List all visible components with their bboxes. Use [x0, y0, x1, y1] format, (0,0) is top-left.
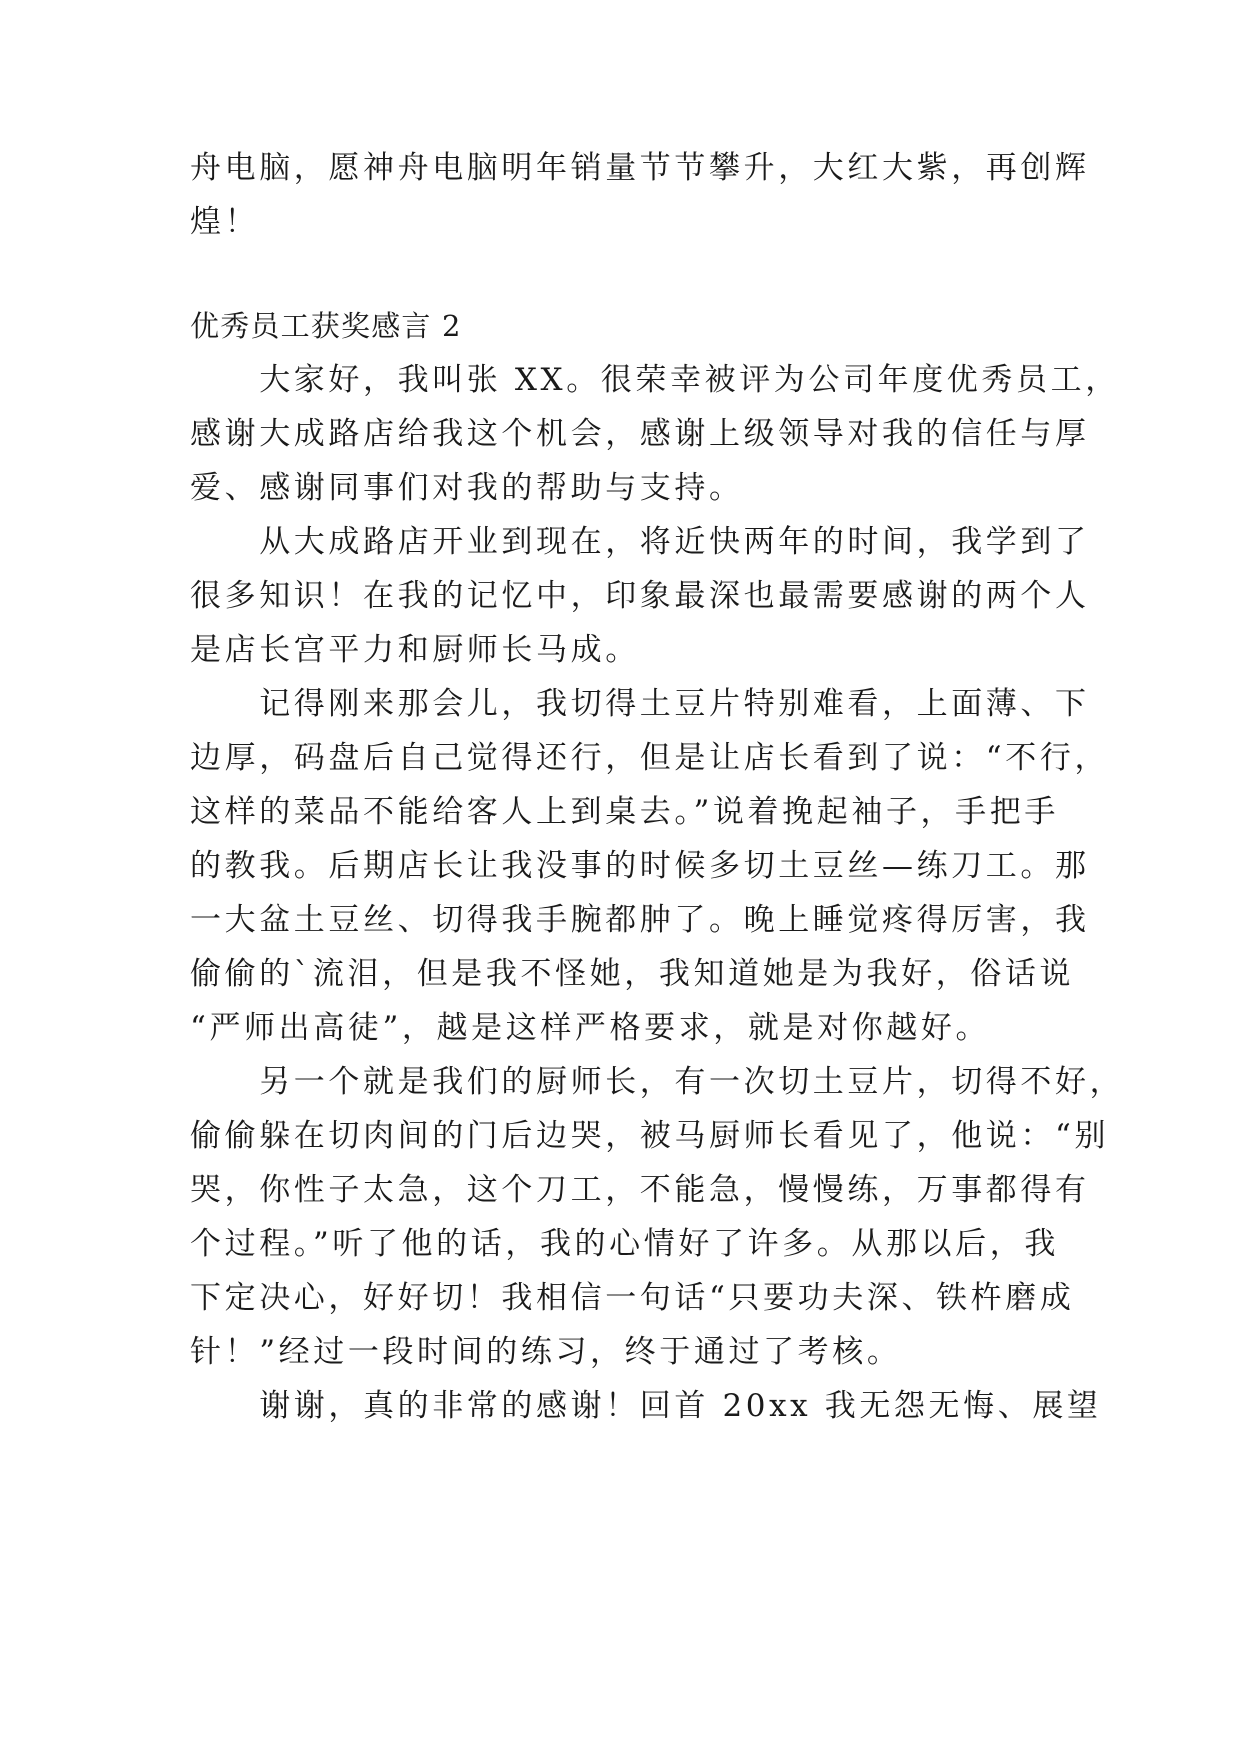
paragraph-line: 是店长宫平力和厨师长马成。 — [190, 632, 640, 668]
paragraph-line: 个过程。”听了他的话，我的心情好了许多。从那以后，我 — [190, 1226, 1059, 1262]
intro-line: 煌！ — [190, 204, 260, 240]
paragraph-line: 哭，你性子太急，这个刀工，不能急，慢慢练，万事都得有 — [190, 1172, 1090, 1208]
intro-line: 舟电脑，愿神舟电脑明年销量节节攀升，大红大紫，再创辉 — [190, 150, 1090, 186]
paragraph-line: 偷偷躲在切肉间的门后边哭，被马厨师长看见了，他说：“别 — [190, 1118, 1110, 1154]
paragraph-line: 针！”经过一段时间的练习，终于通过了考核。 — [190, 1334, 902, 1370]
paragraph-line: 很多知识！在我的记忆中，印象最深也最需要感谢的两个人 — [190, 578, 1090, 614]
paragraph-line: 记得刚来那会儿，我切得土豆片特别难看，上面薄、下 — [190, 686, 1090, 722]
paragraph-line: 从大成路店开业到现在，将近快两年的时间，我学到了 — [190, 524, 1090, 560]
paragraph-line: 这样的菜品不能给客人上到桌去。”说着挽起袖子，手把手 — [190, 794, 1059, 830]
paragraph-line: 一大盆土豆丝、切得我手腕都肿了。晚上睡觉疼得厉害，我 — [190, 902, 1090, 938]
paragraph-line: 谢谢，真的非常的感谢！回首 20xx 我无怨无悔、展望 — [190, 1388, 1102, 1424]
paragraph-line: 下定决心，好好切！我相信一句话“只要功夫深、铁杵磨成 — [190, 1280, 1075, 1316]
paragraph-line: 另一个就是我们的厨师长，有一次切土豆片，切得不好， — [190, 1064, 1125, 1100]
section-title: 优秀员工获奖感言 2 — [190, 309, 462, 343]
paragraph-line: “严师出高徒”，越是这样严格要求，就是对你越好。 — [190, 1010, 991, 1046]
paragraph-line: 感谢大成路店给我这个机会，感谢上级领导对我的信任与厚 — [190, 416, 1090, 452]
paragraph-line: 边厚，码盘后自己觉得还行，但是让店长看到了说：“不行， — [190, 740, 1110, 776]
paragraph-line: 的教我。后期店长让我没事的时候多切土豆丝—练刀工。那 — [190, 848, 1090, 884]
paragraph-line: 爱、感谢同事们对我的帮助与支持。 — [190, 470, 744, 506]
paragraph-line: 大家好，我叫张 XX。很荣幸被评为公司年度优秀员工， — [190, 362, 1120, 398]
paragraph-line: 偷偷的`流泪，但是我不怪她，我知道她是为我好，俗话说 — [190, 956, 1075, 992]
